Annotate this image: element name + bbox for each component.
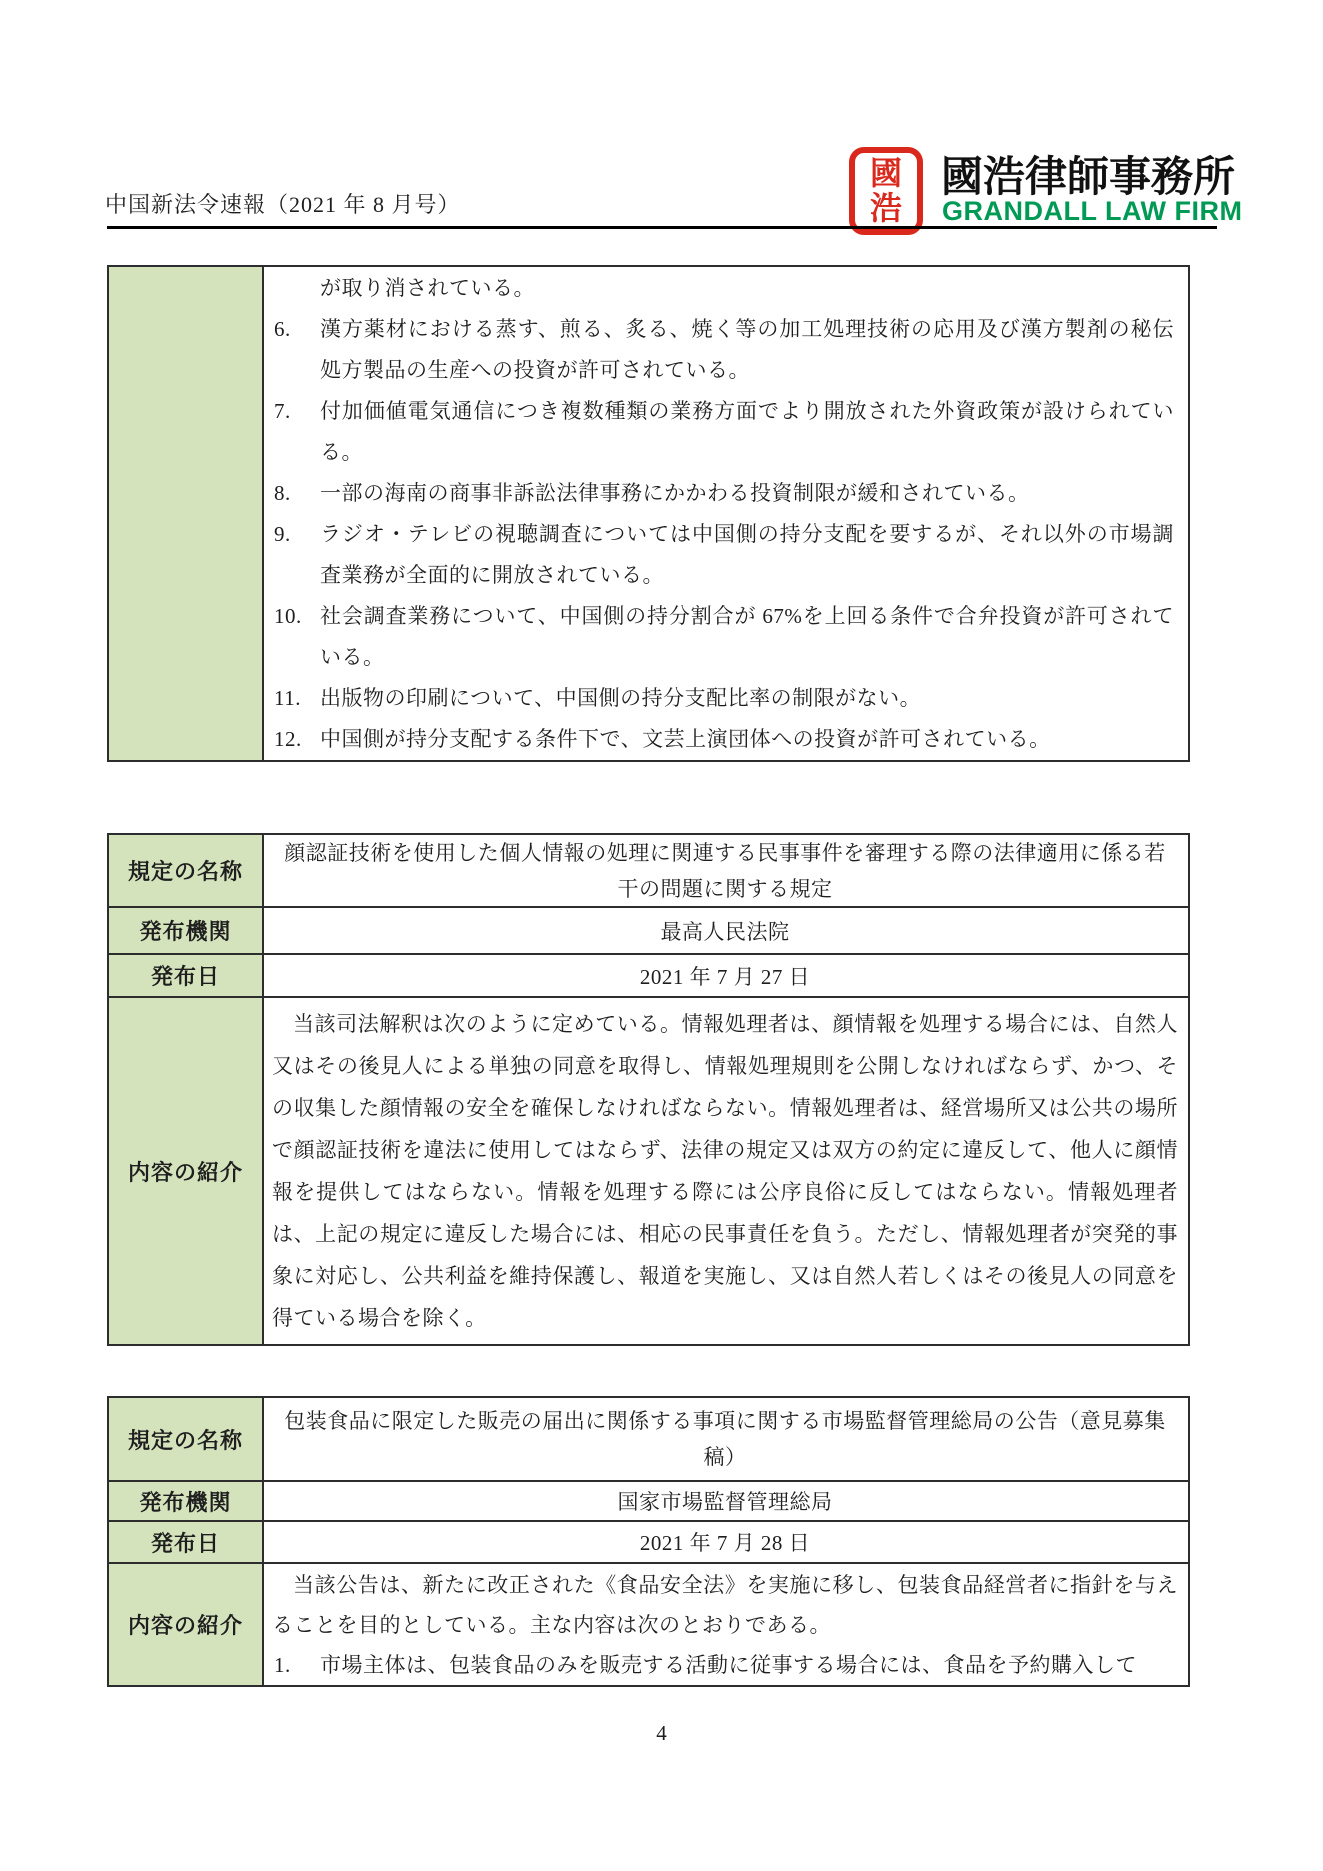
grandall-seal-icon	[849, 147, 923, 235]
regulation-name-value	[264, 835, 1188, 906]
item-number: 7.	[274, 399, 291, 423]
row-label: 発布日	[109, 955, 264, 996]
row-regulation-name	[109, 1398, 1188, 1480]
list-item	[272, 719, 1178, 760]
seal-char-bottom: 浩	[869, 190, 902, 226]
regulation-table-1	[107, 833, 1190, 1346]
continuation-label-cell	[109, 267, 264, 760]
newsletter-title: 中国新法令速報（2021 年 8 月号）	[105, 192, 461, 217]
item-text: 付加価値電気通信につき複数種類の業務方面でより開放された外資政策が設けられている。	[320, 399, 1174, 464]
item-number: 12.	[274, 727, 302, 751]
list-item	[272, 1645, 1178, 1685]
item-number: 1.	[274, 1653, 291, 1677]
item-number: 9.	[274, 522, 291, 546]
row-label: 発布機関	[109, 1482, 264, 1520]
list-item	[272, 391, 1178, 473]
continuation-content-cell	[264, 267, 1188, 760]
item-text: 漢方薬材における蒸す、煎る、炙る、焼く等の加工処理技術の応用及び漢方製剤の秘伝処方製品の生産への投資が許可されている。	[320, 317, 1174, 382]
issuing-authority-value: 最高人民法院	[660, 919, 790, 944]
list-item	[272, 596, 1178, 678]
item-number: 8.	[274, 481, 291, 505]
list-item	[272, 473, 1178, 514]
item-text: 出版物の印刷について、中国側の持分支配比率の制限がない。	[320, 686, 922, 710]
firm-name-cjk: 國浩律師事務所	[941, 153, 1236, 200]
row-content-intro	[109, 1562, 1188, 1685]
row-label: 規定の名称	[109, 1398, 264, 1480]
list-item	[272, 514, 1178, 596]
row-label: 内容の紹介	[109, 998, 264, 1344]
regulation-name-text: 包装食品に限定した販売の届出に関係する事項に関する市場監督管理総局の公告（意見募集稿）	[284, 1409, 1166, 1469]
content-intro-value	[264, 1564, 1188, 1685]
row-label: 発布日	[109, 1522, 264, 1562]
issuing-authority-value: 国家市場監督管理総局	[617, 1490, 833, 1514]
row-label: 内容の紹介	[109, 1564, 264, 1685]
regulation-table-2	[107, 1396, 1190, 1687]
continuation-table	[107, 265, 1190, 762]
page-number: 4	[656, 1721, 667, 1745]
row-issue-date	[109, 1520, 1188, 1562]
regulation-name-text: 顔認証技術を使用した個人情報の処理に関連する民事事件を審理する際の法律適用に係る若干の問題に関する規定	[284, 840, 1166, 901]
regulation-name-value	[264, 1398, 1188, 1480]
row-issue-date	[109, 953, 1188, 996]
item-text: 社会調査業務について、中国側の持分割合が 67%を上回る条件で合弁投資が許可されている。	[320, 604, 1174, 669]
item-number: 10.	[274, 604, 302, 628]
row-issuing-authority	[109, 1480, 1188, 1520]
item-number: 6.	[274, 317, 291, 341]
list-item	[272, 309, 1178, 391]
row-content-intro	[109, 996, 1188, 1344]
row-regulation-name	[109, 835, 1188, 906]
item-text: ラジオ・テレビの視聴調査については中国側の持分支配を要するが、それ以外の市場調査業務が全面的に開放されている。	[320, 522, 1174, 587]
issue-date-value: 2021 年 7 月 27 日	[639, 964, 811, 989]
issue-date-value: 2021 年 7 月 28 日	[639, 1531, 811, 1555]
item-text: 市場主体は、包装食品のみを販売する活動に従事する場合には、食品を予約購入して	[320, 1653, 1137, 1677]
item-text: 中国側が持分支配する条件下で、文芸上演団体への投資が許可されている。	[320, 727, 1051, 751]
list-item	[272, 678, 1178, 719]
content-intro-paragraph: 当該公告は、新たに改正された《食品安全法》を実施に移し、包装食品経営者に指針を与えることを目的としている。主な内容は次のとおりである。	[272, 1573, 1178, 1637]
row-label: 発布機関	[109, 908, 264, 953]
seal-char-top: 國	[869, 155, 902, 192]
header-rule	[107, 226, 1217, 229]
row-label: 規定の名称	[109, 835, 264, 906]
content-intro-paragraph: 当該司法解釈は次のように定めている。情報処理者は、顔情報を処理する場合には、自然人又はその後見人による単独の同意を取得し、情報処理規則を公開しなければならず、かつ、その収集した顔情報の安全を確保しなければならない。情報処理者は、経営場所又は公共の場所で顔認証技術を違法に使用してはならず、法律の規定又は双方の約定に違反して、他人に顔情報を提供してはならない。情報を処理する際には公序良俗に反してはならない。情報処理者は、上記の規定に違反した場合には、相応の民事責任を負う。ただし、情報処理者が突発的事象に対応し、公共利益を維持保護し、報道を実施し、又は自然人若しくはその後見人の同意を得ている場合を除く。	[272, 1012, 1178, 1330]
item-number: 11.	[274, 686, 301, 710]
continuation-row	[109, 267, 1188, 760]
item-text: 一部の海南の商事非訴訟法律事務にかかわる投資制限が緩和されている。	[320, 481, 1030, 505]
content-intro-value	[264, 998, 1188, 1344]
firm-name-en: GRANDALL LAW FIRM	[942, 196, 1243, 226]
row-issuing-authority	[109, 906, 1188, 953]
leading-line: が取り消されている。	[320, 276, 535, 300]
